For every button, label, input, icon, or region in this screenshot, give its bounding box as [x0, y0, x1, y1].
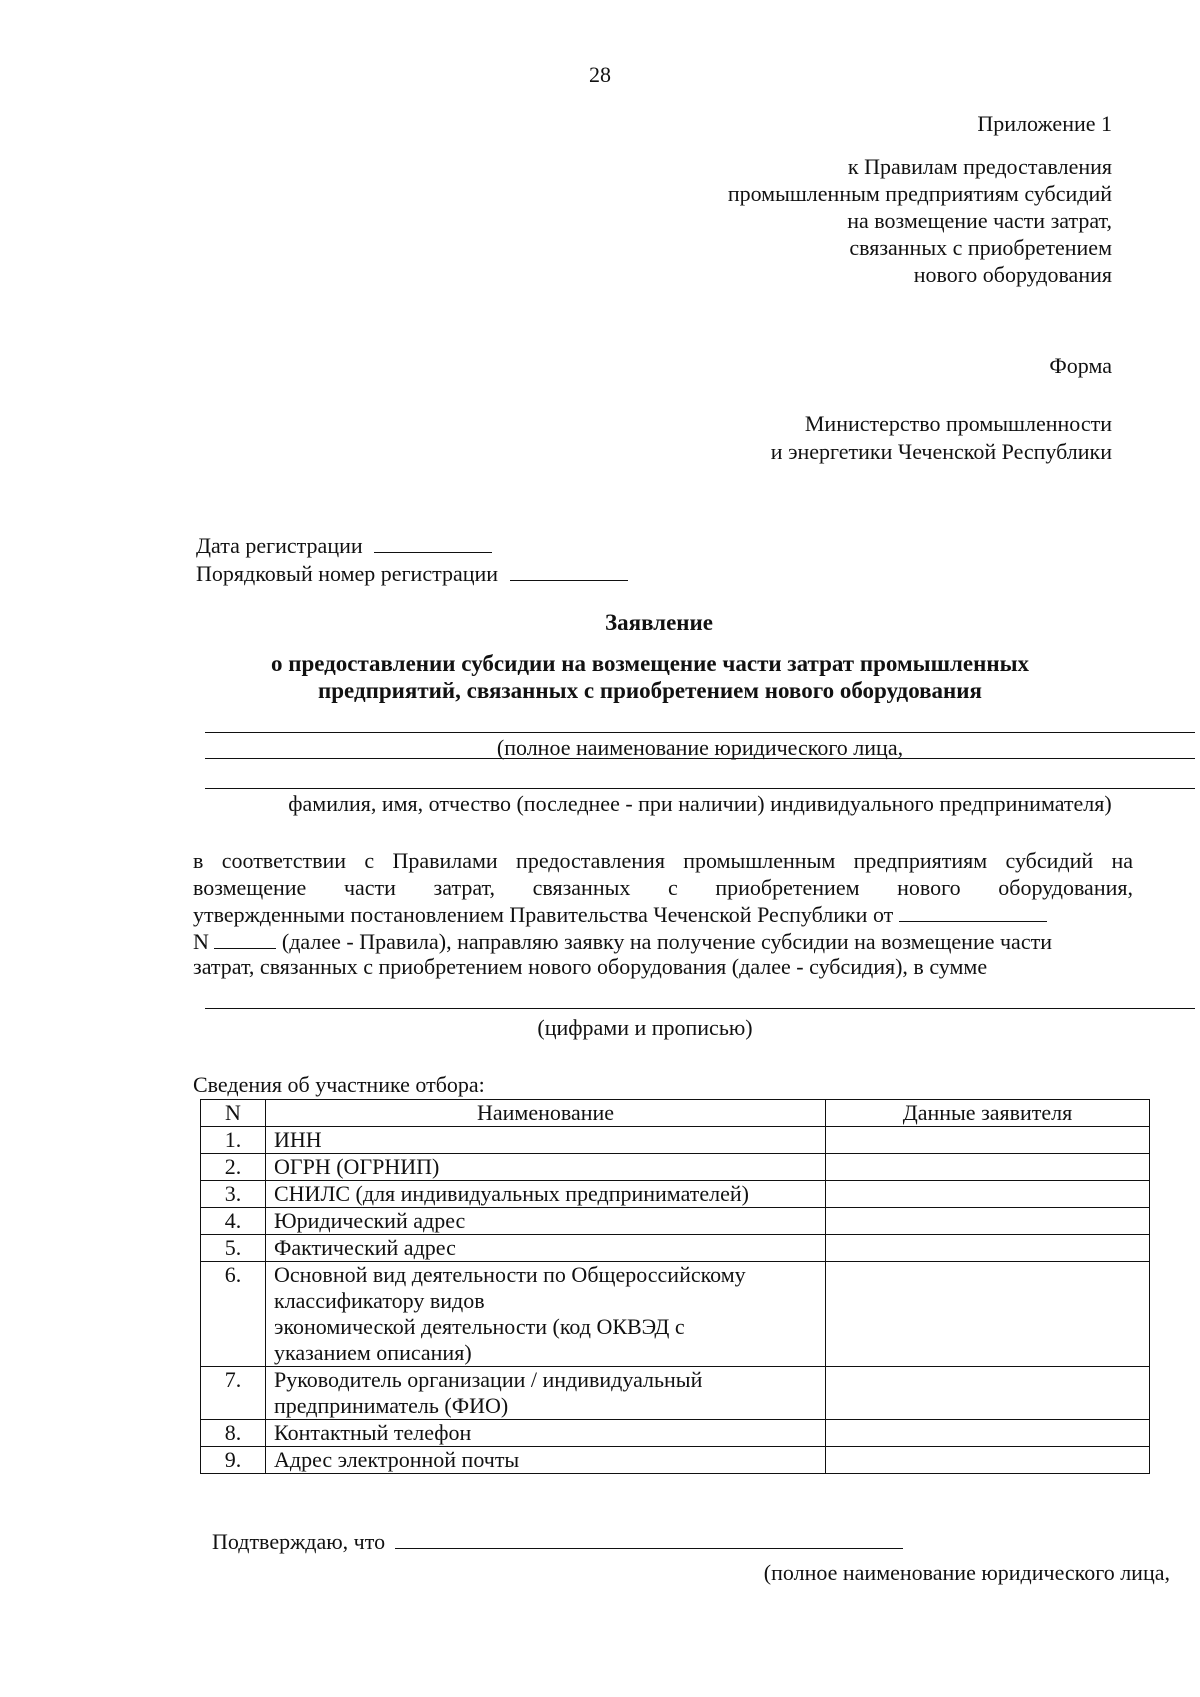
- confirm-field[interactable]: [395, 1528, 903, 1549]
- appendix-line: связанных с приобретением: [849, 235, 1112, 260]
- table-row: [201, 1208, 1150, 1235]
- addressee-line: и энергетики Чеченской Республики: [770, 439, 1112, 464]
- registration-number: [196, 560, 628, 588]
- appendix-line: к Правилам предоставления: [847, 154, 1112, 179]
- decree-number-field[interactable]: [214, 928, 276, 949]
- row-name-line: предприниматель (ФИО): [274, 1393, 509, 1418]
- row-data-cell[interactable]: [826, 1235, 1150, 1262]
- row-name-line: экономической деятельности (код ОКВЭД с: [274, 1314, 685, 1339]
- subtitle-line: предприятий, связанных с приобретением нового оборудования: [318, 678, 982, 703]
- row-name: ОГРН (ОГРНИП): [266, 1154, 826, 1181]
- row-data-cell[interactable]: [826, 1127, 1150, 1154]
- registration-date-field[interactable]: [374, 532, 492, 553]
- paragraph-line3: утвержденными постановлением Правительства Чеченской Республики от: [193, 902, 894, 927]
- appendix-reference: [728, 153, 1112, 288]
- applicant-name-line[interactable]: [205, 788, 1195, 789]
- page-number: 28: [589, 62, 611, 87]
- row-data-cell[interactable]: [826, 1181, 1150, 1208]
- row-num: 1.: [201, 1127, 266, 1154]
- registration-number-field[interactable]: [510, 560, 628, 581]
- legal-name-caption: (полное наименование юридического лица,: [496, 735, 904, 760]
- table-header-row: [201, 1100, 1150, 1127]
- body-paragraph: [193, 848, 1133, 981]
- addressee-line: Министерство промышленности: [804, 411, 1112, 436]
- row-data-cell[interactable]: [826, 1447, 1150, 1474]
- header-data: Данные заявителя: [826, 1100, 1150, 1127]
- row-name-line: указанием описания): [274, 1340, 472, 1365]
- subtitle-line: о предоставлении субсидии на возмещение части затрат промышленных: [270, 651, 1030, 676]
- row-num: 2.: [201, 1154, 266, 1181]
- row-name: СНИЛС (для индивидуальных предпринимателей): [266, 1181, 826, 1208]
- row-name-line: Основной вид деятельности по Общероссийскому: [274, 1262, 746, 1287]
- row-data-cell[interactable]: [826, 1367, 1150, 1420]
- registration-date: [196, 532, 492, 560]
- paragraph-line: возмещение части затрат, связанных с приобретением нового оборудования,: [193, 874, 1133, 900]
- paragraph-line-number: [193, 928, 1133, 955]
- amount-caption: (цифрами и прописью): [537, 1015, 753, 1040]
- document-subtitle: [150, 650, 1150, 704]
- appendix-line: промышленным предприятиям субсидий: [727, 181, 1112, 206]
- header-num: N: [201, 1100, 266, 1127]
- row-data-cell[interactable]: [826, 1154, 1150, 1181]
- appendix-line: на возмещение части затрат,: [847, 208, 1112, 233]
- row-data-cell[interactable]: [826, 1420, 1150, 1447]
- paragraph-line: в соответствии с Правилами предоставления промышленным предприятиям субсидий на: [193, 848, 1133, 873]
- row-num: 4.: [201, 1208, 266, 1235]
- table-row: [201, 1181, 1150, 1208]
- row-name-multiline: [266, 1367, 826, 1420]
- addressee: [771, 410, 1112, 466]
- applicant-info-table: [200, 1099, 1150, 1474]
- row-data-cell[interactable]: [826, 1208, 1150, 1235]
- row-num: 6.: [201, 1262, 266, 1367]
- row-name-line: классификатору видов: [274, 1288, 485, 1313]
- row-num: 3.: [201, 1181, 266, 1208]
- row-name-line: Руководитель организации / индивидуальный: [274, 1367, 703, 1392]
- confirm-line: [212, 1528, 903, 1555]
- row-num: 9.: [201, 1447, 266, 1474]
- confirm-caption: (полное наименование юридического лица,: [763, 1560, 1170, 1585]
- table-row: [201, 1235, 1150, 1262]
- header-name: Наименование: [266, 1100, 826, 1127]
- confirm-label: Подтверждаю, что: [212, 1529, 386, 1554]
- row-num: 8.: [201, 1420, 266, 1447]
- row-name-multiline: [266, 1262, 826, 1367]
- table-row: [201, 1420, 1150, 1447]
- row-num: 7.: [201, 1367, 266, 1420]
- table-row: [201, 1262, 1150, 1367]
- paragraph-line4: (далее - Правила), направляю заявку на получение субсидии на возмещение части: [281, 928, 1052, 954]
- row-name: Фактический адрес: [266, 1235, 826, 1262]
- row-num: 5.: [201, 1235, 266, 1262]
- row-name: Юридический адрес: [266, 1208, 826, 1235]
- form-label: Форма: [1049, 353, 1112, 378]
- row-name: ИНН: [266, 1127, 826, 1154]
- table-row: [201, 1447, 1150, 1474]
- registration-number-label: Порядковый номер регистрации: [196, 561, 499, 586]
- paragraph-line: затрат, связанных с приобретением нового оборудования (далее - субсидия), в сумме: [193, 954, 988, 979]
- registration-date-label: Дата регистрации: [196, 533, 363, 558]
- appendix-line: нового оборудования: [913, 262, 1112, 287]
- table-row: [201, 1127, 1150, 1154]
- applicant-name-line[interactable]: [205, 732, 1195, 733]
- table-row: [201, 1367, 1150, 1420]
- decree-date-field[interactable]: [899, 901, 1047, 922]
- table-caption: Сведения об участнике отбора:: [193, 1072, 485, 1097]
- paragraph-line-date: [193, 901, 1133, 928]
- row-name: Контактный телефон: [266, 1420, 826, 1447]
- paragraph-n: N: [193, 928, 209, 954]
- entrepreneur-caption: фамилия, имя, отчество (последнее - при наличии) индивидуального предпринимателя): [288, 791, 1112, 816]
- row-name: Адрес электронной почты: [266, 1447, 826, 1474]
- appendix-title: Приложение 1: [977, 111, 1112, 136]
- table-row: [201, 1154, 1150, 1181]
- document-title: Заявление: [604, 610, 714, 635]
- amount-line[interactable]: [205, 1008, 1195, 1009]
- row-data-cell[interactable]: [826, 1262, 1150, 1367]
